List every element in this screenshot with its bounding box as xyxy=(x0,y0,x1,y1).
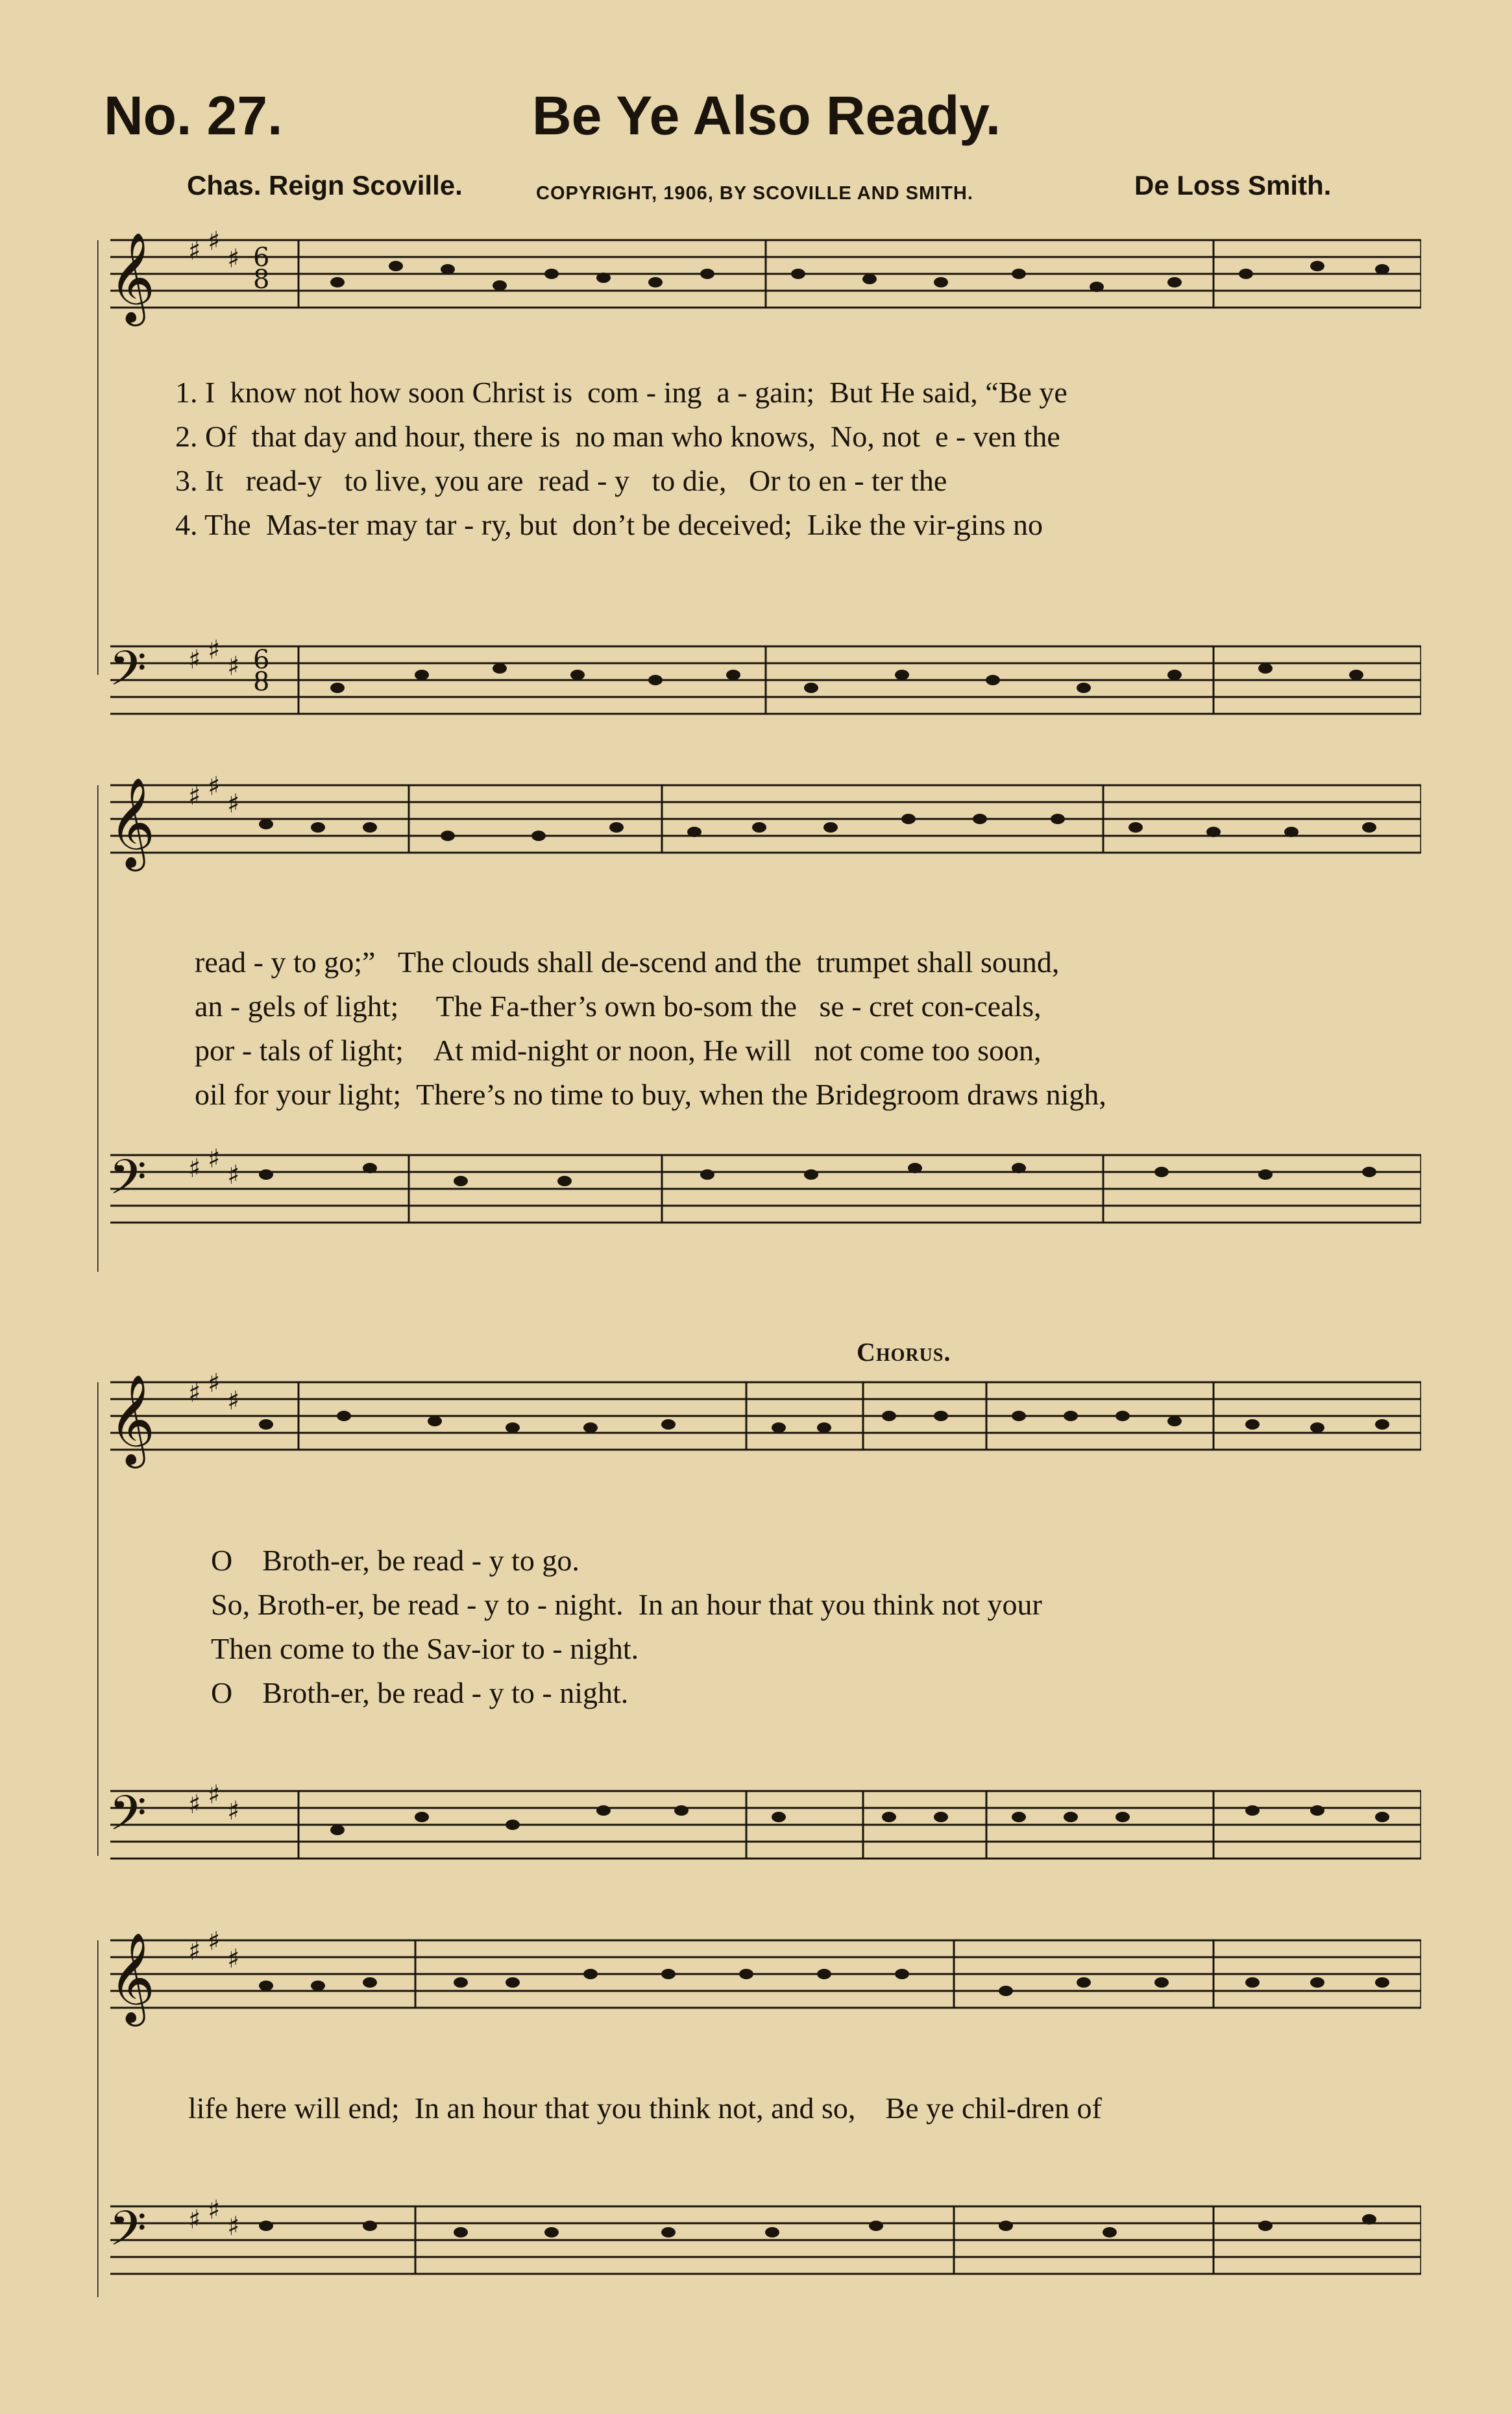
svg-text:♯: ♯ xyxy=(188,645,201,675)
svg-text:♯: ♯ xyxy=(227,2212,240,2241)
svg-text:♯: ♯ xyxy=(188,781,201,811)
lyric-line-verse-2: 2. Of that day and hour, there is no man who knows, No, not e - ven the xyxy=(175,420,1060,453)
svg-text:𝄢: 𝄢 xyxy=(109,640,147,709)
svg-text:𝄞: 𝄞 xyxy=(109,1374,155,1465)
lyric-line-verse-3: 3. It read-y to live, you are read - y to die, Or to en - ter the xyxy=(175,464,947,497)
svg-text:𝄞: 𝄞 xyxy=(109,1932,155,2023)
music-system-1 xyxy=(97,221,1421,792)
hymn-title: Be Ye Also Ready. xyxy=(532,85,1001,146)
composer-credit: De Loss Smith. xyxy=(1134,170,1332,201)
svg-text:6: 6 xyxy=(253,243,270,273)
svg-text:♯: ♯ xyxy=(208,1369,221,1398)
svg-text:♯: ♯ xyxy=(227,1944,240,1974)
lyric-line-verse-4: oil for your light; There’s no time to buy, when the Bridegroom draws nigh, xyxy=(195,1078,1106,1111)
music-system-3 xyxy=(97,1337,1421,1908)
lyric-line-verse-3: por - tals of light; At mid-night or noon, He will not come too soon, xyxy=(195,1034,1042,1067)
svg-text:♯: ♯ xyxy=(188,1154,201,1184)
svg-text:♯: ♯ xyxy=(188,2205,201,2235)
svg-text:♯: ♯ xyxy=(227,244,240,274)
svg-text:♯: ♯ xyxy=(208,1780,221,1810)
svg-text:♯: ♯ xyxy=(208,1927,221,1957)
copyright-notice: COPYRIGHT, 1906, BY SCOVILLE AND SMITH. xyxy=(536,183,973,204)
svg-text:♯: ♯ xyxy=(188,236,201,266)
svg-text:♯: ♯ xyxy=(208,226,221,256)
svg-text:6: 6 xyxy=(253,645,270,675)
svg-text:𝄞: 𝄞 xyxy=(109,232,155,323)
svg-text:𝄢: 𝄢 xyxy=(109,1149,147,1217)
svg-text:♯: ♯ xyxy=(208,635,221,665)
lyric-line-verse-1: read - y to go;” The clouds shall de-scend and the trumpet shall sound, xyxy=(195,945,1060,979)
svg-text:♯: ♯ xyxy=(208,772,221,801)
svg-text:𝄢: 𝄢 xyxy=(109,2201,147,2269)
svg-text:♯: ♯ xyxy=(188,1790,201,1820)
lyric-line-verse-4: 4. The Mas-ter may tar - ry, but don’t be deceived; Like the vir-gins no xyxy=(175,508,1043,541)
lyric-line-verse-3: Then come to the Sav-ior to - night. xyxy=(211,1632,639,1665)
lyricist-credit: Chas. Reign Scoville. xyxy=(187,170,463,201)
svg-text:8: 8 xyxy=(253,667,270,697)
lyric-line-verse-1: 1. I know not how soon Christ is com - ing a - gain; But He said, “Be ye xyxy=(175,376,1067,409)
chorus-label: Chorus. xyxy=(857,1337,951,1367)
svg-text:♯: ♯ xyxy=(227,1386,240,1416)
svg-text:♯: ♯ xyxy=(227,652,240,681)
svg-text:♯: ♯ xyxy=(227,1160,240,1190)
svg-text:♯: ♯ xyxy=(188,1936,201,1966)
svg-text:♯: ♯ xyxy=(208,1144,221,1174)
staff-notation xyxy=(97,221,1421,792)
svg-text:♯: ♯ xyxy=(188,1378,201,1408)
hymn-number: No. 27. xyxy=(104,85,283,146)
svg-text:♯: ♯ xyxy=(227,789,240,819)
music-system-4 xyxy=(97,1921,1421,2323)
svg-text:𝄢: 𝄢 xyxy=(109,1785,147,1853)
svg-text:8: 8 xyxy=(253,265,270,295)
lyric-line-verse-1: life here will end; In an hour that you think not, and so, Be ye chil-dren of xyxy=(188,2091,1102,2125)
lyric-line-verse-4: O Broth-er, be read - y to - night. xyxy=(211,1676,629,1709)
music-system-2 xyxy=(97,766,1421,1285)
lyric-line-verse-1: O Broth-er, be read - y to go. xyxy=(211,1544,579,1577)
lyric-line-verse-2: an - gels of light; The Fa-ther’s own bo-som the se - cret con-ceals, xyxy=(195,990,1042,1023)
svg-text:♯: ♯ xyxy=(208,2195,221,2225)
svg-text:𝄞: 𝄞 xyxy=(109,777,155,868)
staff-notation xyxy=(97,766,1421,1285)
svg-text:♯: ♯ xyxy=(227,1796,240,1826)
lyric-line-verse-2: So, Broth-er, be read - y to - night. In an hour that you think not your xyxy=(211,1588,1042,1621)
